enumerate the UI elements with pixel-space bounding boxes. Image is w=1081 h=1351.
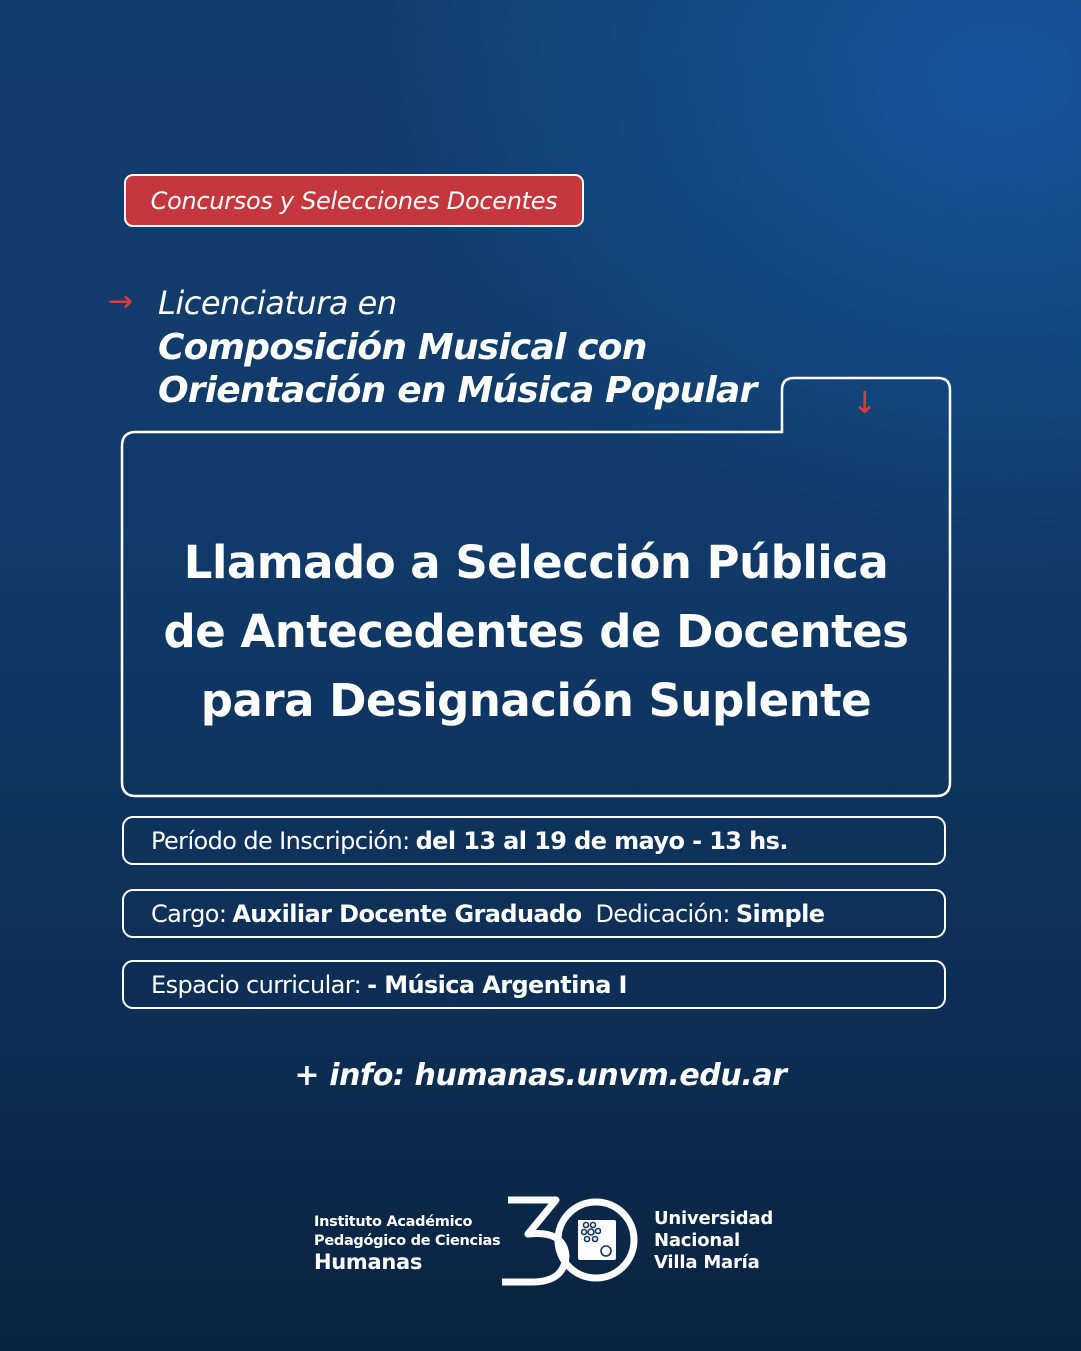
arrow-right-icon: → [108,284,134,319]
program-name-line1: Composición Musical con [158,327,647,368]
category-tag [124,174,584,227]
detail-value: - Música Argentina I [367,970,627,999]
headline-line1: Llamado a Selección Pública [183,536,889,589]
university-logo-text [654,1208,773,1274]
detail-registration-period [122,816,946,865]
detail-label: Espacio curricular: [151,970,362,999]
detail-value: Auxiliar Docente Graduado [232,899,582,928]
institute-line3: Humanas [314,1250,423,1274]
headline [140,528,932,735]
headline-line3: para Designación Suplente [200,674,872,727]
anniversary-30-logo-icon [498,1194,644,1290]
detail-curricular-space [122,960,946,1009]
detail-label-dedication: Dedicación: [595,899,730,928]
institute-logo-text [314,1213,500,1273]
detail-value: del 13 al 19 de mayo - 13 hs. [415,826,788,855]
university-line3: Villa María [654,1252,760,1273]
detail-label: Cargo: [151,899,227,928]
detail-value-dedication: Simple [735,899,825,928]
detail-label: Período de Inscripción: [151,826,410,855]
info-link[interactable]: + info: humanas.unvm.edu.ar [294,1058,787,1093]
university-line2: Nacional [654,1230,740,1251]
headline-line2: de Antecedentes de Docentes [163,605,909,658]
university-line1: Universidad [654,1208,774,1229]
detail-position [122,889,946,938]
category-tag-label: Concursos y Selecciones Docentes [150,186,558,215]
program-name-line2: Orientación en Música Popular [158,370,757,411]
institute-line2: Pedagógico de Ciencias [314,1233,501,1249]
arrow-down-icon: ↓ [852,386,878,421]
institute-line1: Instituto Académico [314,1214,473,1230]
program-prefix: Licenciatura en [158,284,397,322]
